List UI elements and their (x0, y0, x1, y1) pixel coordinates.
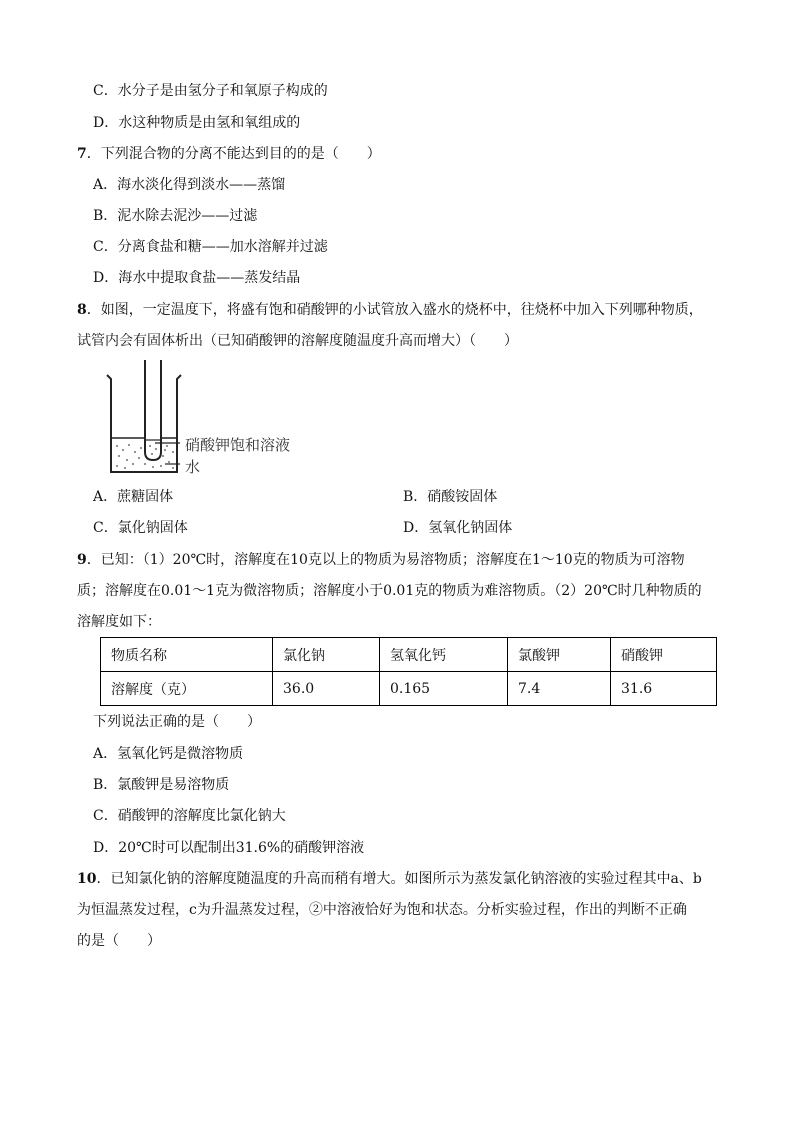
q7-stem (77, 144, 381, 164)
q10-number: 10 (77, 871, 97, 887)
table-cell: 物质名称 (101, 638, 273, 672)
q8-option-b: B．硝酸铵固体 (403, 489, 498, 505)
q7-option-b: B．泥水除去泥沙——过滤 (93, 208, 258, 224)
q6-option-c: C．水分子是由氢分子和氧原子构成的 (93, 83, 328, 99)
solubility-table (100, 637, 717, 706)
q9-stem-line-2: 质；溶解度在0.01～1克为微溶物质；溶解度小于0.01克的物质为难溶物质。（2）20℃时几种物质的 (77, 583, 702, 599)
q9-stem-line-3: 溶解度如下： (77, 614, 161, 630)
beaker-test-tube-figure (105, 360, 335, 480)
q9-option-a: A．氢氧化钙是微溶物质 (93, 746, 244, 762)
q9-prompt: 下列说法正确的是（ ） (93, 714, 261, 730)
table-cell: 36.0 (273, 672, 380, 706)
q8-stem-line-2: 试管内会有固体析出（已知硝酸钾的溶解度随温度升高而增大）（ ） (77, 333, 518, 349)
table-row (101, 672, 717, 706)
q8-stem-text-1: ．如图，一定温度下，将盛有饱和硝酸钾的小试管放入盛水的烧杯中，往烧杯中加入下列哪种物质， (86, 302, 703, 318)
q9-option-c: C．硝酸钾的溶解度比氯化钠大 (93, 808, 286, 824)
q6-option-d: D．水这种物质是由氢和氧组成的 (93, 115, 301, 131)
table-cell: 氯化钠 (273, 638, 380, 672)
table-cell: 31.6 (611, 672, 717, 706)
q9-stem-text-1: ．已知：（1）20℃时，溶解度在10克以上的物质为易溶物质；溶解度在1～10克的物质为可溶物 (86, 552, 685, 568)
table-header-row (101, 638, 717, 672)
table-cell: 氢氧化钙 (380, 638, 508, 672)
q9-stem-line-1 (77, 550, 685, 570)
q9-option-b: B．氯酸钾是易溶物质 (93, 777, 230, 793)
q8-option-c: C．氯化钠固体 (93, 520, 188, 536)
q10-stem-line-2: 为恒温蒸发过程，c为升温蒸发过程，②中溶液恰好为饱和状态。分析实验过程，作出的判断不正确 (77, 902, 687, 918)
beaker-diagram (105, 360, 335, 480)
q9-option-d: D．20℃时可以配制出31.6%的硝酸钾溶液 (93, 840, 365, 856)
q10-stem-text-1: ．已知氯化钠的溶解度随温度的升高而稍有增大。如图所示为蒸发氯化钠溶液的实验过程其中a、b (96, 871, 702, 887)
q10-stem-line-3: 的是（ ） (77, 933, 161, 949)
q10-stem-line-1 (77, 869, 702, 889)
table-cell: 7.4 (508, 672, 611, 706)
figure-label-water: 水 (185, 458, 201, 476)
table-cell: 氯酸钾 (508, 638, 611, 672)
q9-number: 9 (77, 552, 87, 568)
table-cell: 溶解度（克） (101, 672, 273, 706)
q7-option-d: D．海水中提取食盐——蒸发结晶 (93, 270, 301, 286)
q7-stem-text: ．下列混合物的分离不能达到目的的是（ ） (86, 146, 381, 162)
q8-number: 8 (77, 302, 87, 318)
table-cell: 0.165 (380, 672, 508, 706)
q8-stem-line-1 (77, 300, 703, 320)
q7-option-c: C．分离食盐和糖——加水溶解并过滤 (93, 239, 328, 255)
q7-option-a: A．海水淡化得到淡水——蒸馏 (93, 177, 286, 193)
q8-option-d: D．氢氧化钠固体 (403, 520, 513, 536)
q7-number: 7 (77, 146, 87, 162)
q8-option-a: A．蔗糖固体 (93, 489, 174, 505)
table-cell: 硝酸钾 (611, 638, 717, 672)
figure-label-kno3-solution: 硝酸钾饱和溶液 (185, 436, 291, 454)
